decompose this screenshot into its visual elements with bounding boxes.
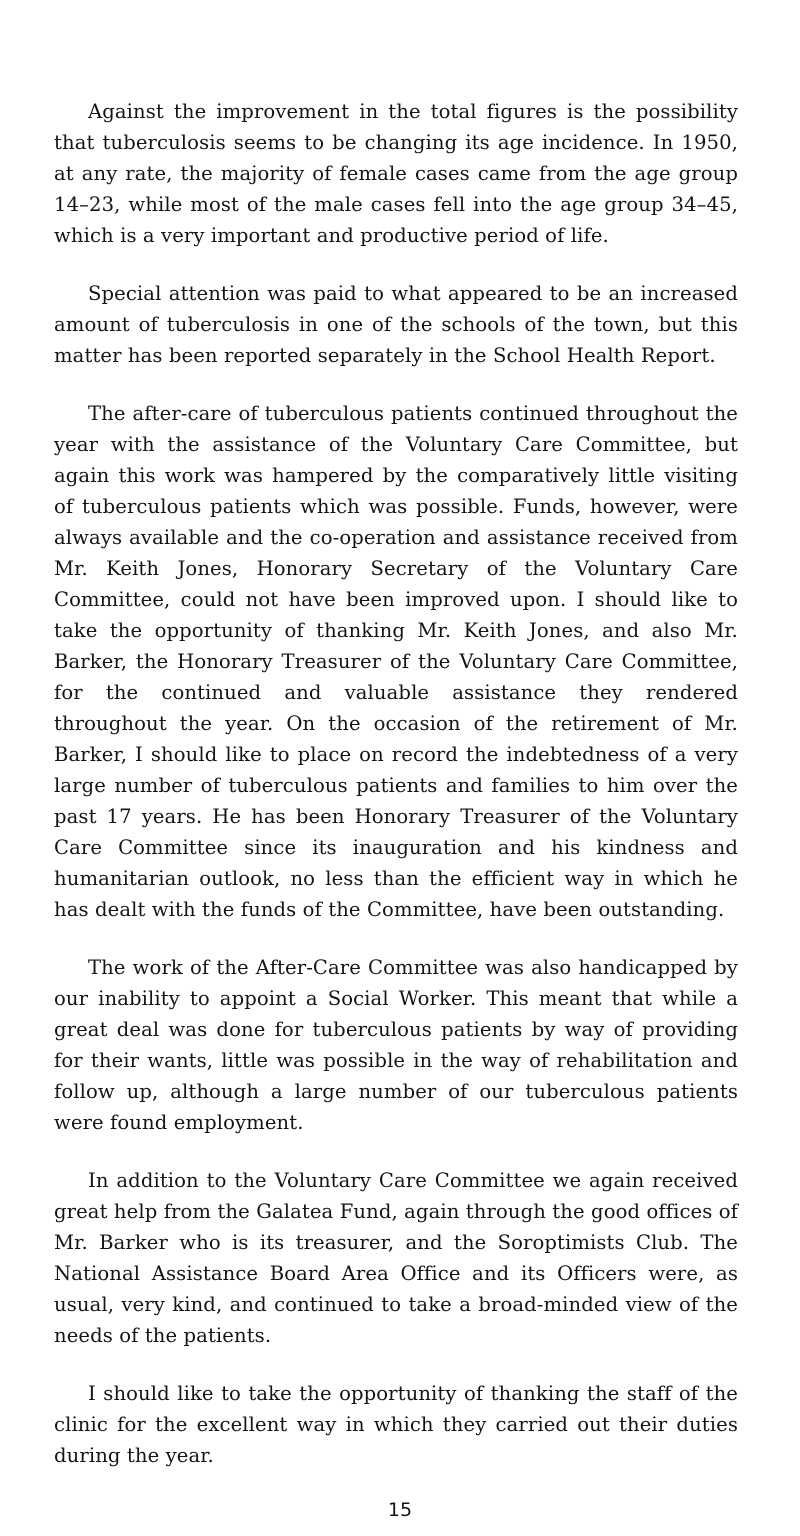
paragraph-after-care: The after-care of tuberculous patients continued throughout the year with the assistance of the Voluntary Care Committee, but again this work was hampered by the comparatively little visiting of tuberculous patients which was possible. Funds, however, were always available and the co-operation and assistance received from Mr. Keith Jones, Honorary Secretary of the Voluntary Care Committee, could not have been improved upon. I should like to take the opportunity of thanking Mr. Keith Jones, and also Mr. Barker, the Honorary Treasurer of the Voluntary Care Committee, for the continued and valuable assistance they rendered throughout the year. On the occasion of the retirement of Mr. Barker, I should like to place on record the indebtedness of a very large number of tuberculous patients and families to him over the past 17 years. He has been Honorary Treasurer of the Voluntary Care Committee since its inauguration and his kindness and humanitarian outlook, no less than the efficient way in which he has dealt with the funds of the Committee, have been outstanding. <box>54 402 738 921</box>
paragraph-galatea-fund: In addition to the Voluntary Care Committee we again received great help from the Galatea Fund, again through the good offices of Mr. Barker who is its treasurer, and the Soroptimists Club. The National Assistance Board Area Office and its Officers were, as usual, very kind, and continued to take a broad-minded view of the needs of the patients. <box>54 1169 738 1347</box>
paragraph-after-care-committee: The work of the After-Care Committee was also handicapped by our inability to appoint a Social Worker. This meant that while a great deal was done for tuberculous patients by way of providing for their wants, little was possible in the way of rehabilitation and follow up, although a large number of our tuberculous patients were found employment. <box>54 956 738 1134</box>
paragraph-clinic-staff: I should like to take the opportunity of thanking the staff of the clinic for the excellent way in which they carried out their duties during the year. <box>54 1382 738 1467</box>
paragraph-age-incidence: Against the improvement in the total figures is the possibility that tuberculosis seems to be changing its age incidence. In 1950, at any rate, the majority of female cases came from the age group 14–23, while most of the male cases fell into the age group 34–45, which is a very important and productive period of life. <box>54 100 738 247</box>
paragraph-school-tuberculosis: Special attention was paid to what appeared to be an increased amount of tuberculosis in one of the schools of the town, but this matter has been reported separately in the School Health Report. <box>54 282 738 367</box>
page-number: 15 <box>387 1499 413 1521</box>
body-text <box>54 96 738 1498</box>
